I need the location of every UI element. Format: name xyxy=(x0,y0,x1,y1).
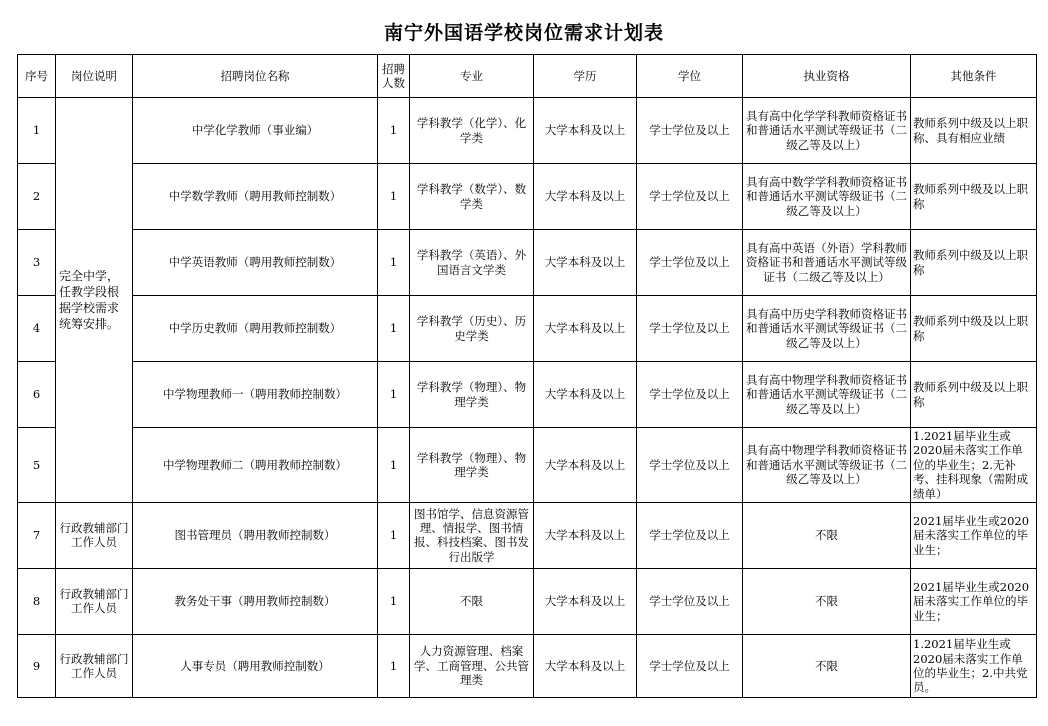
cell-qual: 具有高中历史学科教师资格证书和普通话水平测试等级证书（二级乙等及以上） xyxy=(743,296,911,362)
header-other: 其他条件 xyxy=(911,55,1037,98)
header-desc: 岗位说明 xyxy=(56,55,133,98)
cell-count: 1 xyxy=(378,428,410,503)
cell-degree: 学士学位及以上 xyxy=(637,634,743,697)
cell-count: 1 xyxy=(378,164,410,230)
cell-name: 中学物理教师一（聘用教师控制数） xyxy=(133,362,378,428)
cell-degree: 学士学位及以上 xyxy=(637,230,743,296)
cell-major: 学科教学（英语）、外国语言文学类 xyxy=(410,230,534,296)
table-row xyxy=(18,98,1037,164)
cell-qual: 具有高中数学学科教师资格证书和普通话水平测试等级证书（二级乙等及以上） xyxy=(743,164,911,230)
cell-other: 2021届毕业生或2020届未落实工作单位的毕业生； xyxy=(911,502,1037,568)
table-row xyxy=(18,634,1037,697)
cell-count: 1 xyxy=(378,362,410,428)
table-row xyxy=(18,296,1037,362)
cell-count: 1 xyxy=(378,502,410,568)
cell-major: 学科教学（物理）、物理学类 xyxy=(410,428,534,503)
cell-major: 学科教学（数学）、数学类 xyxy=(410,164,534,230)
cell-name: 人事专员（聘用教师控制数） xyxy=(133,634,378,697)
cell-major: 学科教学（物理）、物理学类 xyxy=(410,362,534,428)
cell-other: 1.2021届毕业生或2020届未落实工作单位的毕业生；2.中共党员。 xyxy=(911,634,1037,697)
cell-major: 学科教学（历史）、历史学类 xyxy=(410,296,534,362)
cell-name: 中学英语教师（聘用教师控制数） xyxy=(133,230,378,296)
cell-degree: 学士学位及以上 xyxy=(637,296,743,362)
cell-seq: 2 xyxy=(18,164,56,230)
cell-degree: 学士学位及以上 xyxy=(637,98,743,164)
header-qual: 执业资格 xyxy=(743,55,911,98)
cell-degree: 学士学位及以上 xyxy=(637,362,743,428)
cell-edu: 大学本科及以上 xyxy=(534,428,637,503)
header-count: 招聘人数 xyxy=(378,55,410,98)
cell-degree: 学士学位及以上 xyxy=(637,502,743,568)
cell-major: 学科教学（化学）、化学类 xyxy=(410,98,534,164)
header-name: 招聘岗位名称 xyxy=(133,55,378,98)
cell-major: 人力资源管理、档案学、工商管理、公共管理类 xyxy=(410,634,534,697)
cell-degree: 学士学位及以上 xyxy=(637,568,743,634)
cell-seq: 1 xyxy=(18,98,56,164)
cell-edu: 大学本科及以上 xyxy=(534,296,637,362)
cell-count: 1 xyxy=(378,634,410,697)
cell-qual: 具有高中化学学科教师资格证书和普通话水平测试等级证书（二级乙等及以上） xyxy=(743,98,911,164)
cell-qual: 不限 xyxy=(743,502,911,568)
header-row xyxy=(18,55,1037,98)
cell-edu: 大学本科及以上 xyxy=(534,98,637,164)
cell-other: 教师系列中级及以上职称 xyxy=(911,296,1037,362)
header-seq: 序号 xyxy=(18,55,56,98)
cell-desc: 行政教辅部门工作人员 xyxy=(56,502,133,568)
cell-major: 图书馆学、信息资源管理、情报学、图书情报、科技档案、图书发行出版学 xyxy=(410,502,534,568)
cell-other: 1.2021届毕业生或2020届未落实工作单位的毕业生；2.无补考、挂科现象（需附成绩单） xyxy=(911,428,1037,503)
cell-other: 教师系列中级及以上职称 xyxy=(911,230,1037,296)
job-plan-table xyxy=(17,54,1037,698)
cell-seq: 7 xyxy=(18,502,56,568)
page-title: 南宁外国语学校岗位需求计划表 xyxy=(383,22,664,44)
cell-seq: 8 xyxy=(18,568,56,634)
cell-other: 2021届毕业生或2020届未落实工作单位的毕业生； xyxy=(911,568,1037,634)
table-row xyxy=(18,362,1037,428)
cell-desc: 行政教辅部门工作人员 xyxy=(56,634,133,697)
cell-major: 不限 xyxy=(410,568,534,634)
cell-edu: 大学本科及以上 xyxy=(534,362,637,428)
cell-desc-merged: 完全中学，任教学段根据学校需求统筹安排。 xyxy=(56,98,133,503)
cell-seq: 6 xyxy=(18,362,56,428)
cell-count: 1 xyxy=(378,568,410,634)
cell-other: 教师系列中级及以上职称 xyxy=(911,362,1037,428)
cell-name: 图书管理员（聘用教师控制数） xyxy=(133,502,378,568)
cell-edu: 大学本科及以上 xyxy=(534,568,637,634)
cell-seq: 4 xyxy=(18,296,56,362)
header-edu: 学历 xyxy=(534,55,637,98)
cell-qual: 具有高中物理学科教师资格证书和普通话水平测试等级证书（二级乙等及以上） xyxy=(743,428,911,503)
cell-edu: 大学本科及以上 xyxy=(534,164,637,230)
cell-qual: 具有高中英语（外语）学科教师资格证书和普通话水平测试等级证书（二级乙等及以上） xyxy=(743,230,911,296)
cell-count: 1 xyxy=(378,98,410,164)
cell-name: 中学历史教师（聘用教师控制数） xyxy=(133,296,378,362)
cell-qual: 不限 xyxy=(743,634,911,697)
cell-name: 中学数学教师（聘用教师控制数） xyxy=(133,164,378,230)
cell-other: 教师系列中级及以上职称、具有相应业绩 xyxy=(911,98,1037,164)
table-row xyxy=(18,568,1037,634)
cell-name: 中学化学教师（事业编） xyxy=(133,98,378,164)
header-degree: 学位 xyxy=(637,55,743,98)
table-row xyxy=(18,230,1037,296)
cell-degree: 学士学位及以上 xyxy=(637,164,743,230)
cell-degree: 学士学位及以上 xyxy=(637,428,743,503)
cell-count: 1 xyxy=(378,230,410,296)
cell-name: 教务处干事（聘用教师控制数） xyxy=(133,568,378,634)
cell-qual: 不限 xyxy=(743,568,911,634)
cell-count: 1 xyxy=(378,296,410,362)
cell-seq: 5 xyxy=(18,428,56,503)
table-row xyxy=(18,164,1037,230)
cell-seq: 9 xyxy=(18,634,56,697)
cell-desc: 行政教辅部门工作人员 xyxy=(56,568,133,634)
cell-other: 教师系列中级及以上职称 xyxy=(911,164,1037,230)
cell-seq: 3 xyxy=(18,230,56,296)
table-row xyxy=(18,502,1037,568)
cell-edu: 大学本科及以上 xyxy=(534,230,637,296)
cell-qual: 具有高中物理学科教师资格证书和普通话水平测试等级证书（二级乙等及以上） xyxy=(743,362,911,428)
table-row xyxy=(18,428,1037,503)
header-major: 专业 xyxy=(410,55,534,98)
cell-edu: 大学本科及以上 xyxy=(534,502,637,568)
cell-edu: 大学本科及以上 xyxy=(534,634,637,697)
cell-name: 中学物理教师二（聘用教师控制数） xyxy=(133,428,378,503)
